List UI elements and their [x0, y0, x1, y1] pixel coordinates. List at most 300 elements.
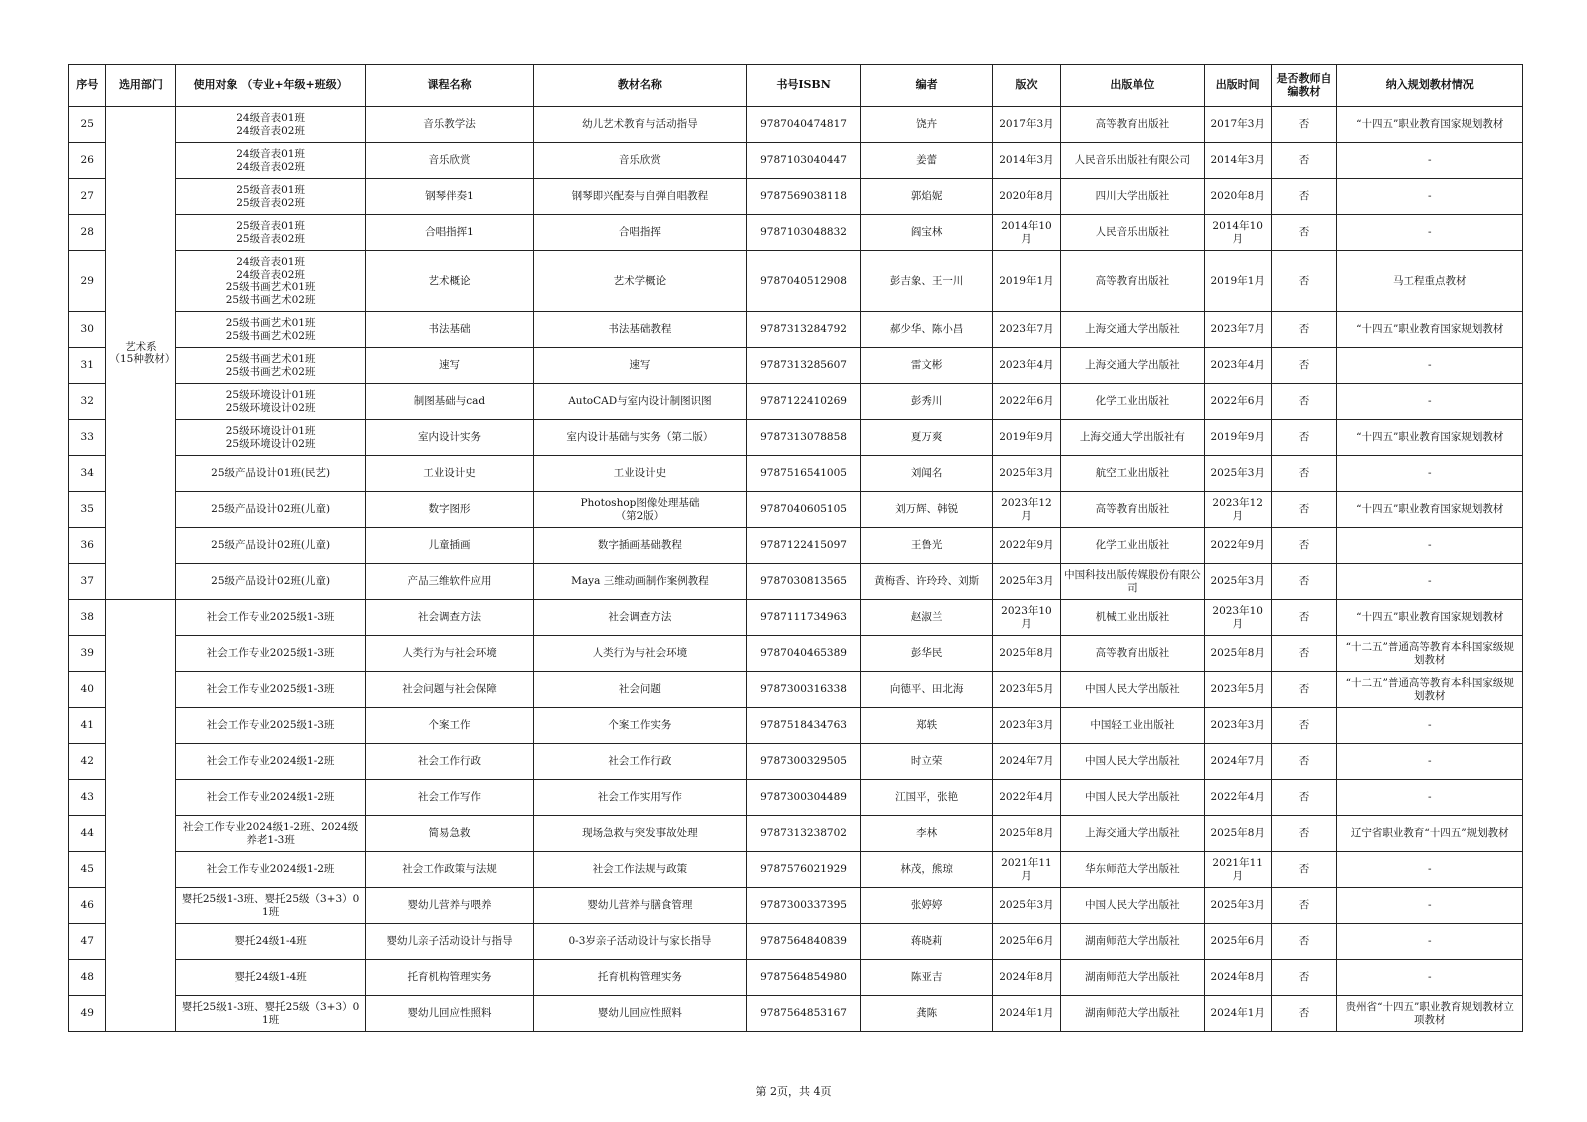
header-textbook: 教材名称 [534, 65, 747, 107]
cell-pubdate: 2023年7月 [1204, 312, 1271, 348]
cell-course: 音乐教学法 [365, 107, 533, 143]
cell-no: 34 [69, 456, 106, 492]
cell-course: 儿童插画 [365, 528, 533, 564]
cell-no: 40 [69, 672, 106, 708]
cell-isbn: 9787564854980 [746, 960, 860, 996]
table-row [69, 852, 1523, 888]
cell-edition: 2025年6月 [993, 924, 1061, 960]
cell-target: 25级产品设计02班(儿童) [176, 564, 365, 600]
cell-publisher: 湖南师范大学出版社 [1060, 996, 1204, 1032]
cell-selfmade: 否 [1271, 143, 1337, 179]
cell-isbn: 9787313078858 [746, 420, 860, 456]
cell-isbn: 9787300316338 [746, 672, 860, 708]
cell-plan: “十四五”职业教育国家规划教材 [1337, 600, 1523, 636]
cell-publisher: 上海交通大学出版社 [1060, 348, 1204, 384]
cell-selfmade: 否 [1271, 348, 1337, 384]
cell-no: 38 [69, 600, 106, 636]
cell-plan: - [1337, 564, 1523, 600]
cell-textbook: 0-3岁亲子活动设计与家长指导 [534, 924, 747, 960]
cell-pubdate: 2025年3月 [1204, 888, 1271, 924]
cell-no: 43 [69, 780, 106, 816]
cell-plan: - [1337, 179, 1523, 215]
cell-no: 26 [69, 143, 106, 179]
cell-isbn: 9787516541005 [746, 456, 860, 492]
cell-plan: - [1337, 143, 1523, 179]
cell-isbn: 9787576021929 [746, 852, 860, 888]
cell-publisher: 化学工业出版社 [1060, 384, 1204, 420]
header-plan: 纳入规划教材情况 [1337, 65, 1523, 107]
cell-publisher: 高等教育出版社 [1060, 107, 1204, 143]
cell-pubdate: 2025年6月 [1204, 924, 1271, 960]
cell-course: 社会问题与社会保障 [365, 672, 533, 708]
cell-author: 彭华民 [861, 636, 993, 672]
cell-edition: 2022年9月 [993, 528, 1061, 564]
cell-author: 郝少华、陈小昌 [861, 312, 993, 348]
table-row [69, 384, 1523, 420]
table-row [69, 672, 1523, 708]
cell-target: 婴托25级1-3班、婴托25级（3+3）01班 [176, 888, 365, 924]
cell-target: 社会工作专业2025级1-3班 [176, 600, 365, 636]
cell-plan: - [1337, 888, 1523, 924]
cell-edition: 2024年7月 [993, 744, 1061, 780]
cell-target: 社会工作专业2024级1-2班 [176, 852, 365, 888]
header-author: 编者 [861, 65, 993, 107]
table-row [69, 107, 1523, 143]
table-row [69, 708, 1523, 744]
table-row [69, 456, 1523, 492]
cell-pubdate: 2023年12月 [1204, 492, 1271, 528]
cell-edition: 2022年4月 [993, 780, 1061, 816]
cell-pubdate: 2025年3月 [1204, 456, 1271, 492]
cell-plan: - [1337, 960, 1523, 996]
table-row [69, 492, 1523, 528]
cell-selfmade: 否 [1271, 744, 1337, 780]
cell-edition: 2023年3月 [993, 708, 1061, 744]
cell-no: 42 [69, 744, 106, 780]
cell-target: 24级音表01班 24级音表02班 [176, 143, 365, 179]
cell-target: 25级音表01班 25级音表02班 [176, 179, 365, 215]
cell-author: 阎宝林 [861, 215, 993, 251]
cell-target: 社会工作专业2024级1-2班、2024级养老1-3班 [176, 816, 365, 852]
cell-textbook: Maya 三维动画制作案例教程 [534, 564, 747, 600]
cell-edition: 2023年4月 [993, 348, 1061, 384]
cell-isbn: 9787040474817 [746, 107, 860, 143]
cell-pubdate: 2025年8月 [1204, 636, 1271, 672]
cell-plan: “十四五”职业教育国家规划教材 [1337, 312, 1523, 348]
table-row [69, 636, 1523, 672]
cell-isbn: 9787313284792 [746, 312, 860, 348]
cell-isbn: 9787518434763 [746, 708, 860, 744]
table-row [69, 600, 1523, 636]
cell-textbook: 音乐欣赏 [534, 143, 747, 179]
cell-isbn: 9787103040447 [746, 143, 860, 179]
cell-isbn: 9787103048832 [746, 215, 860, 251]
cell-pubdate: 2020年8月 [1204, 179, 1271, 215]
cell-no: 44 [69, 816, 106, 852]
cell-no: 30 [69, 312, 106, 348]
cell-author: 陈亚吉 [861, 960, 993, 996]
table-row [69, 312, 1523, 348]
cell-plan: “十四五”职业教育国家规划教材 [1337, 492, 1523, 528]
cell-isbn: 9787040465389 [746, 636, 860, 672]
cell-isbn: 9787569038118 [746, 179, 860, 215]
cell-course: 艺术概论 [365, 251, 533, 312]
cell-course: 社会工作政策与法规 [365, 852, 533, 888]
cell-course: 速写 [365, 348, 533, 384]
cell-author: 王鲁光 [861, 528, 993, 564]
cell-textbook: 个案工作实务 [534, 708, 747, 744]
cell-no: 33 [69, 420, 106, 456]
cell-publisher: 机械工业出版社 [1060, 600, 1204, 636]
cell-textbook: 钢琴即兴配奏与自弹自唱教程 [534, 179, 747, 215]
cell-course: 书法基础 [365, 312, 533, 348]
cell-course: 简易急救 [365, 816, 533, 852]
cell-publisher: 人民音乐出版社 [1060, 215, 1204, 251]
cell-course: 数字图形 [365, 492, 533, 528]
cell-textbook: 合唱指挥 [534, 215, 747, 251]
cell-selfmade: 否 [1271, 420, 1337, 456]
cell-textbook: 室内设计基础与实务（第二版） [534, 420, 747, 456]
cell-textbook: 数字插画基础教程 [534, 528, 747, 564]
header-publisher: 出版单位 [1060, 65, 1204, 107]
page-footer: 第 2页，共 4页 [755, 1085, 832, 1098]
table-row [69, 564, 1523, 600]
cell-plan: - [1337, 456, 1523, 492]
cell-selfmade: 否 [1271, 600, 1337, 636]
cell-no: 32 [69, 384, 106, 420]
header-row [69, 65, 1523, 107]
table-row [69, 888, 1523, 924]
table-row [69, 780, 1523, 816]
cell-textbook: 速写 [534, 348, 747, 384]
cell-textbook: 社会调查方法 [534, 600, 747, 636]
cell-author: 刘万辉、韩锐 [861, 492, 993, 528]
cell-edition: 2025年3月 [993, 888, 1061, 924]
cell-plan: - [1337, 384, 1523, 420]
cell-textbook: 社会问题 [534, 672, 747, 708]
cell-target: 25级环境设计01班 25级环境设计02班 [176, 384, 365, 420]
cell-pubdate: 2022年6月 [1204, 384, 1271, 420]
cell-isbn: 9787040605105 [746, 492, 860, 528]
cell-no: 31 [69, 348, 106, 384]
cell-course: 室内设计实务 [365, 420, 533, 456]
cell-target: 社会工作专业2025级1-3班 [176, 636, 365, 672]
table-row [69, 348, 1523, 384]
cell-pubdate: 2024年8月 [1204, 960, 1271, 996]
cell-selfmade: 否 [1271, 780, 1337, 816]
cell-isbn: 9787122415097 [746, 528, 860, 564]
cell-publisher: 中国科技出版传媒股份有限公司 [1060, 564, 1204, 600]
cell-author: 雷文彬 [861, 348, 993, 384]
cell-publisher: 上海交通大学出版社 [1060, 312, 1204, 348]
cell-edition: 2025年8月 [993, 636, 1061, 672]
cell-selfmade: 否 [1271, 384, 1337, 420]
cell-selfmade: 否 [1271, 960, 1337, 996]
cell-no: 46 [69, 888, 106, 924]
cell-publisher: 中国人民大学出版社 [1060, 780, 1204, 816]
cell-selfmade: 否 [1271, 888, 1337, 924]
cell-plan: - [1337, 215, 1523, 251]
cell-edition: 2023年7月 [993, 312, 1061, 348]
cell-isbn: 9787564853167 [746, 996, 860, 1032]
cell-author: 黄梅香、许玲玲、刘斯 [861, 564, 993, 600]
cell-publisher: 湖南师范大学出版社 [1060, 924, 1204, 960]
cell-textbook: 社会工作法规与政策 [534, 852, 747, 888]
header-course: 课程名称 [365, 65, 533, 107]
cell-no: 29 [69, 251, 106, 312]
cell-pubdate: 2023年4月 [1204, 348, 1271, 384]
cell-course: 托育机构管理实务 [365, 960, 533, 996]
table-row [69, 996, 1523, 1032]
cell-no: 36 [69, 528, 106, 564]
cell-no: 25 [69, 107, 106, 143]
cell-plan: - [1337, 708, 1523, 744]
cell-selfmade: 否 [1271, 564, 1337, 600]
cell-target: 24级音表01班 24级音表02班 25级书画艺术01班 25级书画艺术02班 [176, 251, 365, 312]
cell-plan: 辽宁省职业教育“十四五”规划教材 [1337, 816, 1523, 852]
cell-publisher: 中国人民大学出版社 [1060, 744, 1204, 780]
cell-author: 张婷婷 [861, 888, 993, 924]
table-row [69, 744, 1523, 780]
cell-textbook: 书法基础教程 [534, 312, 747, 348]
cell-isbn: 9787300304489 [746, 780, 860, 816]
header-target: 使用对象 （专业+年级+班级） [176, 65, 365, 107]
cell-textbook: AutoCAD与室内设计制图识图 [534, 384, 747, 420]
cell-publisher: 四川大学出版社 [1060, 179, 1204, 215]
cell-pubdate: 2017年3月 [1204, 107, 1271, 143]
cell-selfmade: 否 [1271, 528, 1337, 564]
cell-pubdate: 2019年9月 [1204, 420, 1271, 456]
cell-target: 婴托25级1-3班、婴托25级（3+3）01班 [176, 996, 365, 1032]
cell-target: 25级产品设计02班(儿童) [176, 528, 365, 564]
cell-course: 产品三维软件应用 [365, 564, 533, 600]
cell-selfmade: 否 [1271, 816, 1337, 852]
table-row [69, 420, 1523, 456]
cell-isbn: 9787313238702 [746, 816, 860, 852]
cell-course: 音乐欣赏 [365, 143, 533, 179]
cell-selfmade: 否 [1271, 107, 1337, 143]
cell-plan: “十二五”普通高等教育本科国家级规划教材 [1337, 636, 1523, 672]
cell-plan: 贵州省“十四五”职业教育规划教材立项教材 [1337, 996, 1523, 1032]
cell-target: 25级音表01班 25级音表02班 [176, 215, 365, 251]
cell-plan: “十四五”职业教育国家规划教材 [1337, 420, 1523, 456]
cell-author: 彭吉象、王一川 [861, 251, 993, 312]
cell-pubdate: 2014年10月 [1204, 215, 1271, 251]
cell-textbook: Photoshop图像处理基础 （第2版） [534, 492, 747, 528]
cell-pubdate: 2024年1月 [1204, 996, 1271, 1032]
cell-publisher: 湖南师范大学出版社 [1060, 960, 1204, 996]
table-row [69, 251, 1523, 312]
cell-author: 江国平，张艳 [861, 780, 993, 816]
cell-no: 27 [69, 179, 106, 215]
cell-textbook: 艺术学概论 [534, 251, 747, 312]
cell-textbook: 社会工作实用写作 [534, 780, 747, 816]
cell-selfmade: 否 [1271, 852, 1337, 888]
cell-pubdate: 2025年8月 [1204, 816, 1271, 852]
cell-edition: 2019年9月 [993, 420, 1061, 456]
header-isbn: 书号ISBN [746, 65, 860, 107]
cell-publisher: 人民音乐出版社有限公司 [1060, 143, 1204, 179]
cell-dept-art: 艺术系 （15种教材） [106, 107, 176, 600]
cell-isbn: 9787313285607 [746, 348, 860, 384]
table-row [69, 179, 1523, 215]
cell-course: 社会工作行政 [365, 744, 533, 780]
cell-isbn: 9787300329505 [746, 744, 860, 780]
cell-edition: 2022年6月 [993, 384, 1061, 420]
cell-course: 婴幼儿营养与喂养 [365, 888, 533, 924]
cell-pubdate: 2022年9月 [1204, 528, 1271, 564]
cell-pubdate: 2014年3月 [1204, 143, 1271, 179]
cell-no: 48 [69, 960, 106, 996]
cell-author: 彭秀川 [861, 384, 993, 420]
cell-plan: 马工程重点教材 [1337, 251, 1523, 312]
cell-publisher: 上海交通大学出版社有 [1060, 420, 1204, 456]
cell-dept-social [106, 600, 176, 1032]
cell-edition: 2024年1月 [993, 996, 1061, 1032]
cell-selfmade: 否 [1271, 215, 1337, 251]
header-pubdate: 出版时间 [1204, 65, 1271, 107]
cell-target: 社会工作专业2024级1-2班 [176, 780, 365, 816]
cell-course: 社会调查方法 [365, 600, 533, 636]
table-row [69, 960, 1523, 996]
table-row [69, 816, 1523, 852]
cell-edition: 2014年10月 [993, 215, 1061, 251]
cell-selfmade: 否 [1271, 996, 1337, 1032]
cell-textbook: 幼儿艺术教育与活动指导 [534, 107, 747, 143]
cell-no: 47 [69, 924, 106, 960]
cell-publisher: 华东师范大学出版社 [1060, 852, 1204, 888]
cell-author: 龚陈 [861, 996, 993, 1032]
cell-pubdate: 2023年3月 [1204, 708, 1271, 744]
cell-pubdate: 2019年1月 [1204, 251, 1271, 312]
cell-isbn: 9787300337395 [746, 888, 860, 924]
cell-selfmade: 否 [1271, 924, 1337, 960]
cell-author: 蒋晓莉 [861, 924, 993, 960]
cell-target: 24级音表01班 24级音表02班 [176, 107, 365, 143]
cell-plan: - [1337, 528, 1523, 564]
cell-selfmade: 否 [1271, 672, 1337, 708]
cell-isbn: 9787030813565 [746, 564, 860, 600]
cell-course: 钢琴伴奏1 [365, 179, 533, 215]
cell-edition: 2020年8月 [993, 179, 1061, 215]
cell-author: 郑轶 [861, 708, 993, 744]
cell-isbn: 9787564840839 [746, 924, 860, 960]
header-dept: 选用部门 [106, 65, 176, 107]
cell-course: 个案工作 [365, 708, 533, 744]
cell-course: 社会工作写作 [365, 780, 533, 816]
cell-textbook: 社会工作行政 [534, 744, 747, 780]
cell-selfmade: 否 [1271, 636, 1337, 672]
cell-author: 李林 [861, 816, 993, 852]
cell-edition: 2019年1月 [993, 251, 1061, 312]
cell-edition: 2025年8月 [993, 816, 1061, 852]
table-row [69, 924, 1523, 960]
cell-target: 社会工作专业2025级1-3班 [176, 708, 365, 744]
cell-edition: 2014年3月 [993, 143, 1061, 179]
cell-no: 37 [69, 564, 106, 600]
cell-selfmade: 否 [1271, 456, 1337, 492]
cell-plan: - [1337, 744, 1523, 780]
cell-pubdate: 2025年3月 [1204, 564, 1271, 600]
cell-target: 25级产品设计02班(儿童) [176, 492, 365, 528]
cell-selfmade: 否 [1271, 251, 1337, 312]
cell-plan: - [1337, 780, 1523, 816]
cell-pubdate: 2023年10月 [1204, 600, 1271, 636]
cell-edition: 2023年10月 [993, 600, 1061, 636]
cell-course: 人类行为与社会环境 [365, 636, 533, 672]
cell-textbook: 托育机构管理实务 [534, 960, 747, 996]
cell-pubdate: 2021年11月 [1204, 852, 1271, 888]
table-row [69, 215, 1523, 251]
cell-course: 婴幼儿回应性照料 [365, 996, 533, 1032]
cell-textbook: 婴幼儿回应性照料 [534, 996, 747, 1032]
cell-target: 25级书画艺术01班 25级书画艺术02班 [176, 312, 365, 348]
cell-isbn: 9787111734963 [746, 600, 860, 636]
cell-edition: 2025年3月 [993, 564, 1061, 600]
header-no: 序号 [69, 65, 106, 107]
cell-author: 向德平、田北海 [861, 672, 993, 708]
cell-edition: 2024年8月 [993, 960, 1061, 996]
cell-course: 工业设计史 [365, 456, 533, 492]
cell-edition: 2017年3月 [993, 107, 1061, 143]
cell-author: 时立荣 [861, 744, 993, 780]
cell-target: 婴托24级1-4班 [176, 924, 365, 960]
cell-course: 婴幼儿亲子活动设计与指导 [365, 924, 533, 960]
cell-target: 社会工作专业2025级1-3班 [176, 672, 365, 708]
cell-isbn: 9787122410269 [746, 384, 860, 420]
header-selfmade: 是否教师自 编教材 [1271, 65, 1337, 107]
cell-edition: 2023年5月 [993, 672, 1061, 708]
cell-publisher: 高等教育出版社 [1060, 251, 1204, 312]
cell-edition: 2023年12月 [993, 492, 1061, 528]
cell-selfmade: 否 [1271, 708, 1337, 744]
cell-pubdate: 2022年4月 [1204, 780, 1271, 816]
cell-plan: - [1337, 924, 1523, 960]
cell-publisher: 高等教育出版社 [1060, 636, 1204, 672]
cell-publisher: 高等教育出版社 [1060, 492, 1204, 528]
cell-pubdate: 2023年5月 [1204, 672, 1271, 708]
table-row [69, 528, 1523, 564]
cell-no: 39 [69, 636, 106, 672]
cell-author: 夏万爽 [861, 420, 993, 456]
cell-no: 41 [69, 708, 106, 744]
cell-textbook: 工业设计史 [534, 456, 747, 492]
header-edition: 版次 [993, 65, 1061, 107]
cell-selfmade: 否 [1271, 492, 1337, 528]
cell-isbn: 9787040512908 [746, 251, 860, 312]
cell-plan: - [1337, 348, 1523, 384]
cell-author: 郭焰妮 [861, 179, 993, 215]
cell-publisher: 中国人民大学出版社 [1060, 888, 1204, 924]
textbook-table [68, 64, 1523, 1032]
cell-plan: “十四五”职业教育国家规划教材 [1337, 107, 1523, 143]
cell-plan: - [1337, 852, 1523, 888]
cell-target: 25级书画艺术01班 25级书画艺术02班 [176, 348, 365, 384]
cell-edition: 2021年11月 [993, 852, 1061, 888]
cell-textbook: 婴幼儿营养与膳食管理 [534, 888, 747, 924]
cell-author: 姜蕾 [861, 143, 993, 179]
cell-selfmade: 否 [1271, 312, 1337, 348]
cell-author: 刘闻名 [861, 456, 993, 492]
cell-publisher: 航空工业出版社 [1060, 456, 1204, 492]
cell-author: 赵淑兰 [861, 600, 993, 636]
cell-author: 饶卉 [861, 107, 993, 143]
cell-target: 25级环境设计01班 25级环境设计02班 [176, 420, 365, 456]
cell-publisher: 中国人民大学出版社 [1060, 672, 1204, 708]
cell-publisher: 上海交通大学出版社 [1060, 816, 1204, 852]
cell-no: 35 [69, 492, 106, 528]
cell-target: 社会工作专业2024级1-2班 [176, 744, 365, 780]
